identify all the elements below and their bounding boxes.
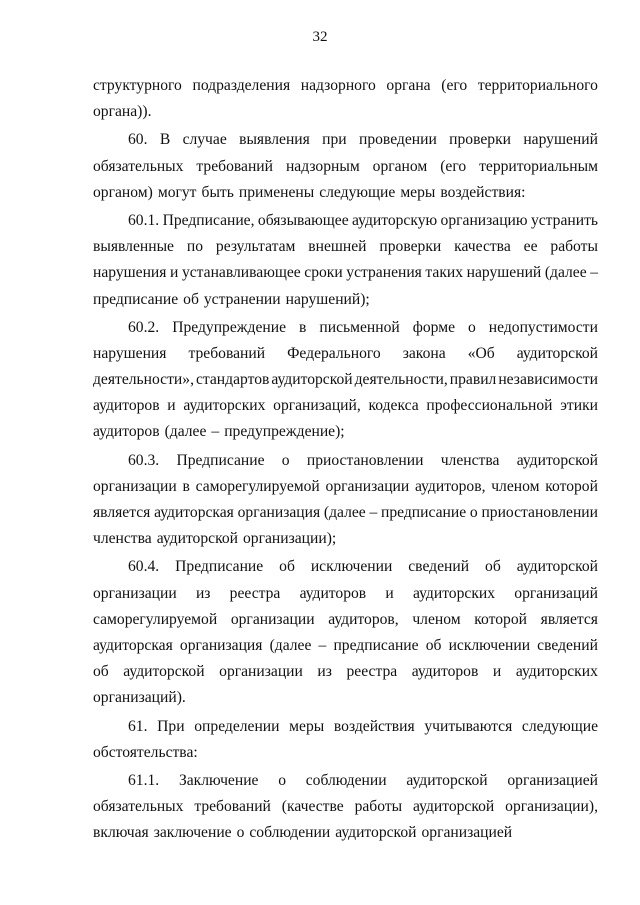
text-line: обязательных требований (качестве работы аудиторской организации), xyxy=(93,798,598,816)
paragraph xyxy=(93,73,598,125)
paragraph xyxy=(93,768,598,847)
text-line: нарушения и устанавливающее сроки устранения таких нарушений (далее – xyxy=(93,264,598,282)
text-line: 60.3. Предписание о приостановлении членства аудиторской xyxy=(128,451,598,469)
paragraph xyxy=(93,714,598,766)
text-line: выявленные по результатам внешней проверки качества ее работы xyxy=(93,238,598,256)
text-line: аудиторов (далее – предупреждение); xyxy=(93,423,345,441)
paragraph xyxy=(93,554,598,711)
text-line: 61. При определении меры воздействия учитываются следующие xyxy=(128,717,598,735)
text-line: саморегулируемой организации аудиторов, членом которой является xyxy=(93,610,598,628)
paragraph xyxy=(93,315,598,446)
text-line: обстоятельства: xyxy=(93,743,198,761)
text-line: аудиторов и аудиторских организаций, кодекса профессиональной этики xyxy=(93,397,598,415)
paragraph xyxy=(93,448,598,553)
text-line: аудиторская организация (далее – предписание об исключении сведений xyxy=(93,636,598,654)
document-body xyxy=(93,73,598,848)
page-number: 32 xyxy=(312,29,328,45)
text-line: 60. В случае выявления при проведении проверки нарушений xyxy=(128,131,598,149)
text-line: 60.2. Предупреждение в письменной форме о недопустимости xyxy=(128,318,598,336)
text-line: членства аудиторской организации); xyxy=(93,530,337,548)
text-line: обязательных требований надзорным органом (его территориальным xyxy=(93,157,598,175)
text-line: организаций). xyxy=(93,689,186,707)
text-line: предписание об устранении нарушений); xyxy=(93,290,370,308)
paragraph xyxy=(93,127,598,206)
text-line: нарушения требований Федерального закона «Об аудиторской xyxy=(93,344,598,362)
text-line: деятельности», стандартов аудиторской деятельности, правил независимости xyxy=(93,371,598,389)
text-line: 61.1. Заключение о соблюдении аудиторской организацией xyxy=(128,771,598,789)
text-line: организации в саморегулируемой организации аудиторов, членом которой xyxy=(93,477,598,495)
text-line: организации из реестра аудиторов и аудиторских организаций xyxy=(93,584,598,602)
text-line: об аудиторской организации из реестра аудиторов и аудиторских xyxy=(93,663,598,681)
paragraph xyxy=(93,208,598,313)
text-line: 60.4. Предписание об исключении сведений об аудиторской xyxy=(128,558,598,576)
text-line: органа)). xyxy=(93,103,152,121)
text-line: является аудиторская организация (далее – предписание о приостановлении xyxy=(93,504,598,521)
text-line: органом) могут быть применены следующие меры воздействия: xyxy=(93,183,526,201)
text-line: структурного подразделения надзорного органа (его территориального xyxy=(93,77,598,94)
text-line: 60.1. Предписание, обязывающее аудиторскую организацию устранить xyxy=(128,211,598,229)
text-line: включая заключение о соблюдении аудиторской организацией xyxy=(93,824,513,842)
